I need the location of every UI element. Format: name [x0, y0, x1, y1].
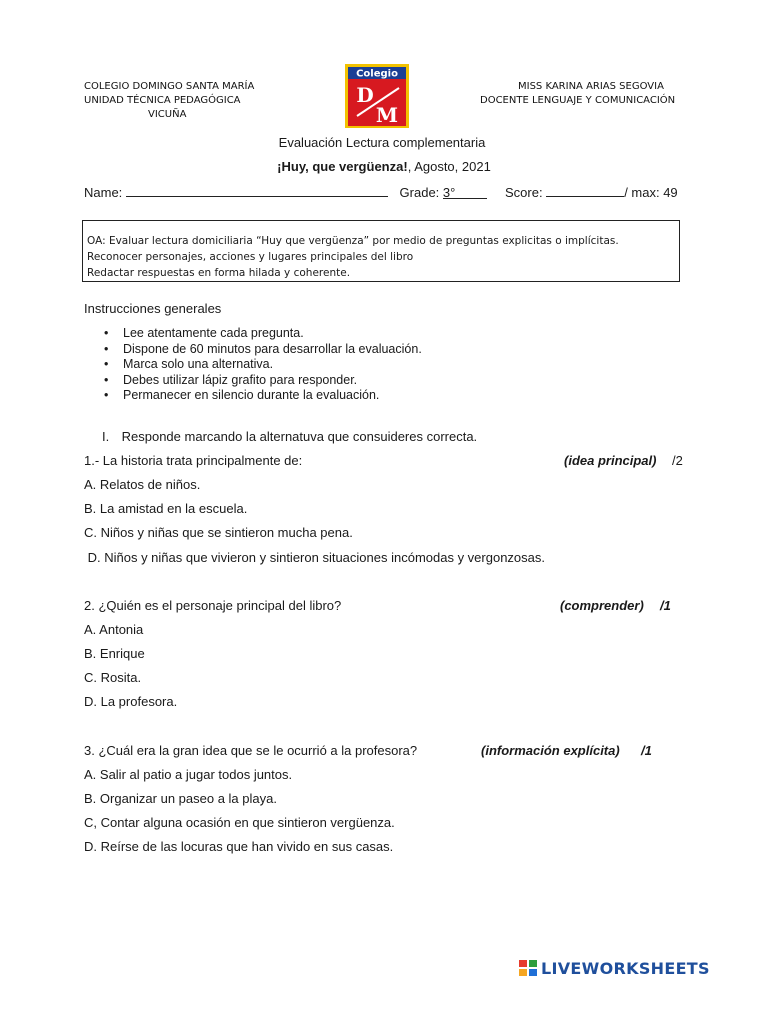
question-3-text: 3. ¿Cuál era la gran idea que se le ocurrió a la profesora? — [84, 743, 418, 758]
objective-line: Reconocer personajes, acciones y lugares principales del libro — [87, 251, 414, 263]
objective-line: OA: Evaluar lectura domiciliaria “Huy que vergüenza” por medio de preguntas explicitas o implícitas. — [87, 235, 619, 247]
liveworksheets-brand — [518, 957, 710, 979]
teacher-name: MISS KARINA ARIAS SEGOVIA — [518, 81, 664, 92]
liveworksheets-logo-icon — [518, 958, 538, 978]
max-score: / max: 49 — [624, 185, 678, 200]
question-2-option-c[interactable]: C. Rosita. — [84, 670, 142, 685]
logo-word: Colegio — [356, 68, 398, 80]
name-field[interactable] — [126, 183, 388, 197]
book-title: ¡Huy, que vergüenza! — [277, 159, 408, 174]
question-1-option-c[interactable]: C. Niños y niñas que se sintieron mucha pena. — [84, 525, 353, 540]
instruction-item: • Permanecer en silencio durante la evaluación. — [104, 388, 422, 404]
student-info-line — [84, 183, 678, 200]
name-label: Name: — [84, 185, 123, 200]
instruction-item: • Dispone de 60 minutos para desarrollar la evaluación. — [104, 342, 422, 358]
evaluation-date: , Agosto, 2021 — [407, 159, 491, 174]
brand-text: LIVEWORKSHEETS — [541, 958, 710, 978]
teacher-info — [480, 80, 675, 108]
instructions-title: Instrucciones generales — [84, 301, 222, 316]
question-2-points: /1 — [660, 598, 671, 613]
section-numeral: I. — [102, 429, 110, 444]
question-2-tag: (comprender) — [560, 598, 644, 613]
school-info — [84, 80, 254, 122]
question-1-option-d[interactable]: D. Niños y niñas que vivieron y sintieron situaciones incómodas y vergonzosas. — [84, 550, 546, 565]
grade-label: Grade: — [399, 185, 440, 200]
question-3-option-a[interactable]: A. Salir al patio a jugar todos juntos. — [84, 767, 293, 782]
logo-letter-d: D — [356, 83, 374, 107]
score-label: Score: — [504, 185, 543, 200]
grade-field[interactable] — [443, 185, 487, 199]
evaluation-subtitle — [0, 159, 768, 174]
question-2-option-a[interactable]: A. Antonia — [84, 622, 144, 637]
section-heading — [102, 429, 477, 444]
instruction-item: • Marca solo una alternativa. — [104, 357, 422, 373]
section-text: Responde marcando la alternatuva que consuideres correcta. — [121, 429, 478, 444]
school-unit: UNIDAD TÉCNICA PEDAGÓGICA — [84, 95, 241, 106]
teacher-subject: DOCENTE LENGUAJE Y COMUNICACIÓN — [480, 95, 676, 106]
question-1-option-a[interactable]: A. Relatos de niños. — [84, 477, 201, 492]
instructions-list — [104, 326, 422, 404]
grade-value: 3° — [442, 185, 456, 200]
objective-line: Redactar respuestas en forma hilada y coherente. — [87, 267, 351, 279]
question-1-text: 1.- La historia trata principalmente de: — [84, 453, 303, 468]
logo-letter-m: M — [375, 103, 399, 127]
instruction-item: • Lee atentamente cada pregunta. — [104, 326, 422, 342]
question-3-option-d[interactable]: D. Reírse de las locuras que han vivido en sus casas. — [84, 839, 394, 854]
school-city: VICUÑA — [148, 109, 187, 120]
question-1-tag: (idea principal) — [564, 453, 657, 468]
question-3-tag: (información explícita) — [481, 743, 620, 758]
question-2-text: 2. ¿Quién es el personaje principal del libro? — [84, 598, 342, 613]
question-1-option-b[interactable]: B. La amistad en la escuela. — [84, 501, 248, 516]
instruction-item: • Debes utilizar lápiz grafito para responder. — [104, 373, 422, 389]
question-3-points: /1 — [641, 743, 652, 758]
question-1-points: /2 — [672, 453, 683, 468]
score-field[interactable] — [546, 183, 624, 197]
school-name: COLEGIO DOMINGO SANTA MARÍA — [84, 81, 255, 92]
question-2-option-b[interactable]: B. Enrique — [84, 646, 145, 661]
school-logo — [345, 64, 409, 128]
question-2-option-d[interactable]: D. La profesora. — [84, 694, 178, 709]
question-3-option-c[interactable]: C, Contar alguna ocasión en que sintieron vergüenza. — [84, 815, 395, 830]
evaluation-title: Evaluación Lectura complementaria — [278, 135, 486, 150]
question-3-option-b[interactable]: B. Organizar un paseo a la playa. — [84, 791, 277, 806]
objectives-box — [82, 220, 680, 282]
